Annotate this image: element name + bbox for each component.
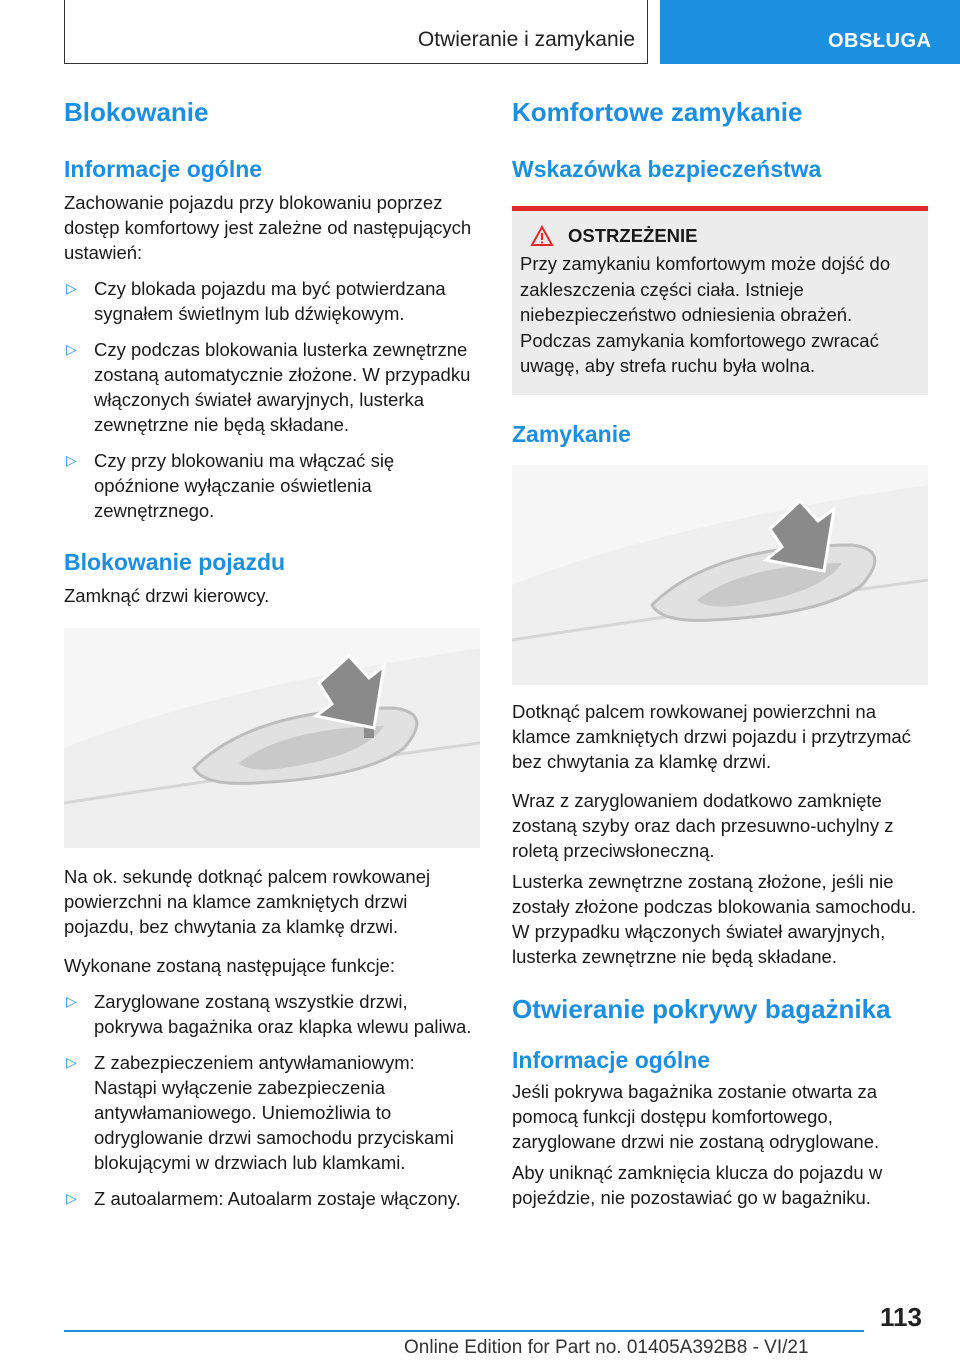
- paragraph-trunk: Jeśli pokrywa bagażnika zostanie otwarta za pomocą funkcji dostępu komfortowego, zaryglowane drzwi nie zostaną odryglowane.: [512, 1080, 880, 1152]
- paragraph-touch: Na ok. sekundę dotknąć palcem rowkowanej powierzchni na klamce zamkniętych drzwi pojazdu, bez chwytania za klamkę drzwi.: [64, 866, 431, 937]
- page-number: 113: [880, 1302, 922, 1332]
- door-handle-image: [64, 628, 480, 848]
- paragraph-touch-hold: Dotknąć palcem rowkowanej powierzchni na klamce zamkniętych drzwi pojazdu i przytrzymać bez chwytania za klamkę drzwi.: [512, 700, 911, 772]
- list-item: ▷ Zaryglowane zostaną wszystkie drzwi, pokrywa bagażnika oraz klapka wlewu paliwa.: [66, 991, 472, 1037]
- paragraph-key: Aby uniknąć zamknięcia klucza do pojazdu w pojeździe, nie pozostawiać go w bagażniku.: [512, 1161, 883, 1208]
- chapter-tab[interactable]: [660, 0, 960, 64]
- section-title: Otwieranie i zamykanie: [417, 28, 635, 51]
- bullet-icon: ▷: [66, 341, 77, 357]
- header-frame: [64, 0, 648, 64]
- heading-safety-note: Wskazówka bezpieczeństwa: [512, 156, 822, 182]
- bullet-icon: ▷: [66, 280, 77, 296]
- heading-general-info-2: Informacje ogólne: [512, 1046, 711, 1073]
- bullet-icon: ▷: [66, 452, 77, 468]
- warning-triangle-icon: [530, 225, 554, 247]
- paragraph-mirrors: Lusterka zewnętrzne zostaną złożone, jeśli nie zostały złożone podczas blokowania samochodu. W przypadku włączonych świateł awaryjnych, lusterka zewnętrzne nie będą składane.: [512, 870, 917, 967]
- heading-lock-vehicle: Blokowanie pojazdu: [64, 549, 286, 575]
- footer-divider: [64, 1330, 864, 1332]
- chapter-tab-label: OBSŁUGA: [828, 30, 932, 52]
- door-handle-image-2: [512, 465, 928, 685]
- footer-edition: Online Edition for Part no. 01405A392B8 - VI/21: [404, 1337, 809, 1358]
- right-column: [512, 96, 928, 1210]
- bullet-icon: ▷: [66, 1190, 77, 1206]
- list-item: ▷ Z zabezpieczeniem antywłamaniowym: Nastąpi wyłączenie zabezpieczenia antywłamaniowego. Uniemożliwia to odryglowanie drzwi samochodu przyciskami blokującymi w drzwiach lub klamkami.: [66, 1052, 454, 1173]
- heading-locking: Blokowanie: [64, 97, 209, 127]
- heading-general-info: Informacje ogólne: [64, 156, 263, 182]
- paragraph-functions: Wykonane zostaną następujące funkcje:: [64, 955, 395, 976]
- bullet-icon: ▷: [66, 1054, 77, 1070]
- heading-trunk-opening: Otwieranie pokrywy bagażnika: [512, 993, 891, 1024]
- warning-box: [512, 206, 928, 395]
- list-item: ▷ Czy podczas blokowania lusterka zewnętrzne zostaną automatycznie złożone. W przypadku włączonych świateł awaryjnych, lusterka zewnętrzne nie będą składane.: [66, 339, 471, 435]
- heading-closing: Zamykanie: [512, 420, 631, 447]
- paragraph-general: Zachowanie pojazdu przy blokowaniu poprzez dostęp komfortowy jest zależne od następujących ustawień:: [64, 192, 472, 263]
- warning-title: OSTRZEŻENIE: [568, 225, 698, 246]
- list-item: ▷ Czy przy blokowaniu ma włączać się opóźnione wyłączanie oświetlenia zewnętrznego.: [66, 450, 395, 521]
- left-column: [64, 96, 480, 1211]
- heading-comfort-closing: Komfortowe zamykanie: [512, 97, 803, 127]
- list-item: ▷ Z autoalarmem: Autoalarm zostaje włączony.: [66, 1188, 461, 1209]
- list-item: ▷ Czy blokada pojazdu ma być potwierdzana sygnałem świetlnym lub dźwiękowym.: [66, 278, 446, 324]
- settings-list: [64, 276, 480, 523]
- warning-text: Przy zamykaniu komfortowym może dojść do zakleszczenia części ciała. Istnieje niebezpieczeństwo odniesienia obrażeń. Podczas zamykania komfortowego zwracać uwagę, aby strefa ruchu była wolna.: [520, 253, 891, 376]
- paragraph-close-door: Zamknąć drzwi kierowcy.: [64, 585, 270, 606]
- functions-list: [64, 989, 480, 1211]
- paragraph-windows: Wraz z zaryglowaniem dodatkowo zamknięte zostaną szyby oraz dach przesuwno-uchylny z roletą przeciwsłoneczną.: [512, 789, 894, 861]
- bullet-icon: ▷: [66, 993, 77, 1009]
